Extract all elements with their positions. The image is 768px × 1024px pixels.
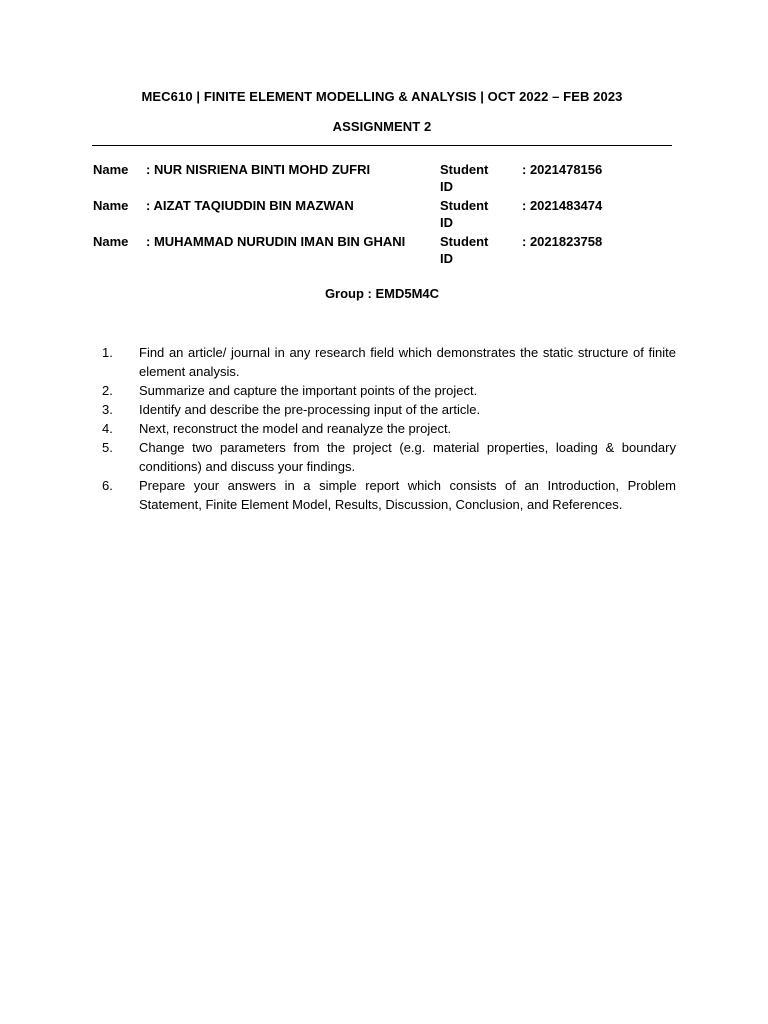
list-item bbox=[92, 419, 676, 438]
item-number: 4. bbox=[102, 421, 113, 436]
course-title: MEC610 | FINITE ELEMENT MODELLING & ANALYSIS | OCT 2022 – FEB 2023 bbox=[141, 89, 623, 104]
name-label: Name bbox=[93, 234, 129, 249]
list-item bbox=[92, 381, 676, 400]
item-text: Change two parameters from the project (e.g. material properties, loading & boundary conditions) and discuss your findings. bbox=[139, 440, 676, 474]
student-id-value: : 2021478156 bbox=[522, 162, 603, 177]
item-text: Next, reconstruct the model and reanalyze the project. bbox=[139, 421, 452, 436]
member-row bbox=[92, 197, 672, 233]
member-name: : MUHAMMAD NURUDIN IMAN BIN GHANI bbox=[146, 234, 406, 249]
name-label: Name bbox=[93, 198, 129, 213]
item-text: Summarize and capture the important points of the project. bbox=[139, 383, 478, 398]
list-item bbox=[92, 343, 676, 381]
member-row bbox=[92, 233, 672, 269]
student-id-label: Student ID bbox=[440, 234, 489, 266]
item-number: 3. bbox=[102, 402, 113, 417]
list-item bbox=[92, 438, 676, 476]
item-number: 1. bbox=[102, 345, 113, 360]
item-text: Prepare your answers in a simple report which consists of an Introduction, Problem Statement, Finite Element Model, Results, Discussion, Conclusion, and References. bbox=[139, 478, 676, 512]
name-label: Name bbox=[93, 162, 129, 177]
assignment-title: ASSIGNMENT 2 bbox=[332, 119, 432, 134]
item-number: 5. bbox=[102, 440, 113, 455]
student-id-label: Student ID bbox=[440, 162, 489, 194]
item-text: Identify and describe the pre-processing input of the article. bbox=[139, 402, 481, 417]
group-code: Group : EMD5M4C bbox=[324, 286, 440, 301]
list-item bbox=[92, 400, 676, 419]
student-id-value: : 2021483474 bbox=[522, 198, 603, 213]
member-list bbox=[92, 161, 672, 269]
item-text: Find an article/ journal in any research field which demonstrates the static structure of finite element analysis. bbox=[139, 345, 676, 379]
member-name: : NUR NISRIENA BINTI MOHD ZUFRI bbox=[146, 162, 371, 177]
list-item bbox=[92, 476, 676, 514]
item-number: 6. bbox=[102, 478, 113, 493]
item-number: 2. bbox=[102, 383, 113, 398]
header-divider bbox=[92, 145, 672, 146]
member-row bbox=[92, 161, 672, 197]
student-id-value: : 2021823758 bbox=[522, 234, 603, 249]
student-id-label: Student ID bbox=[440, 198, 489, 230]
task-list bbox=[92, 343, 676, 514]
member-name: : AIZAT TAQIUDDIN BIN MAZWAN bbox=[146, 198, 354, 213]
